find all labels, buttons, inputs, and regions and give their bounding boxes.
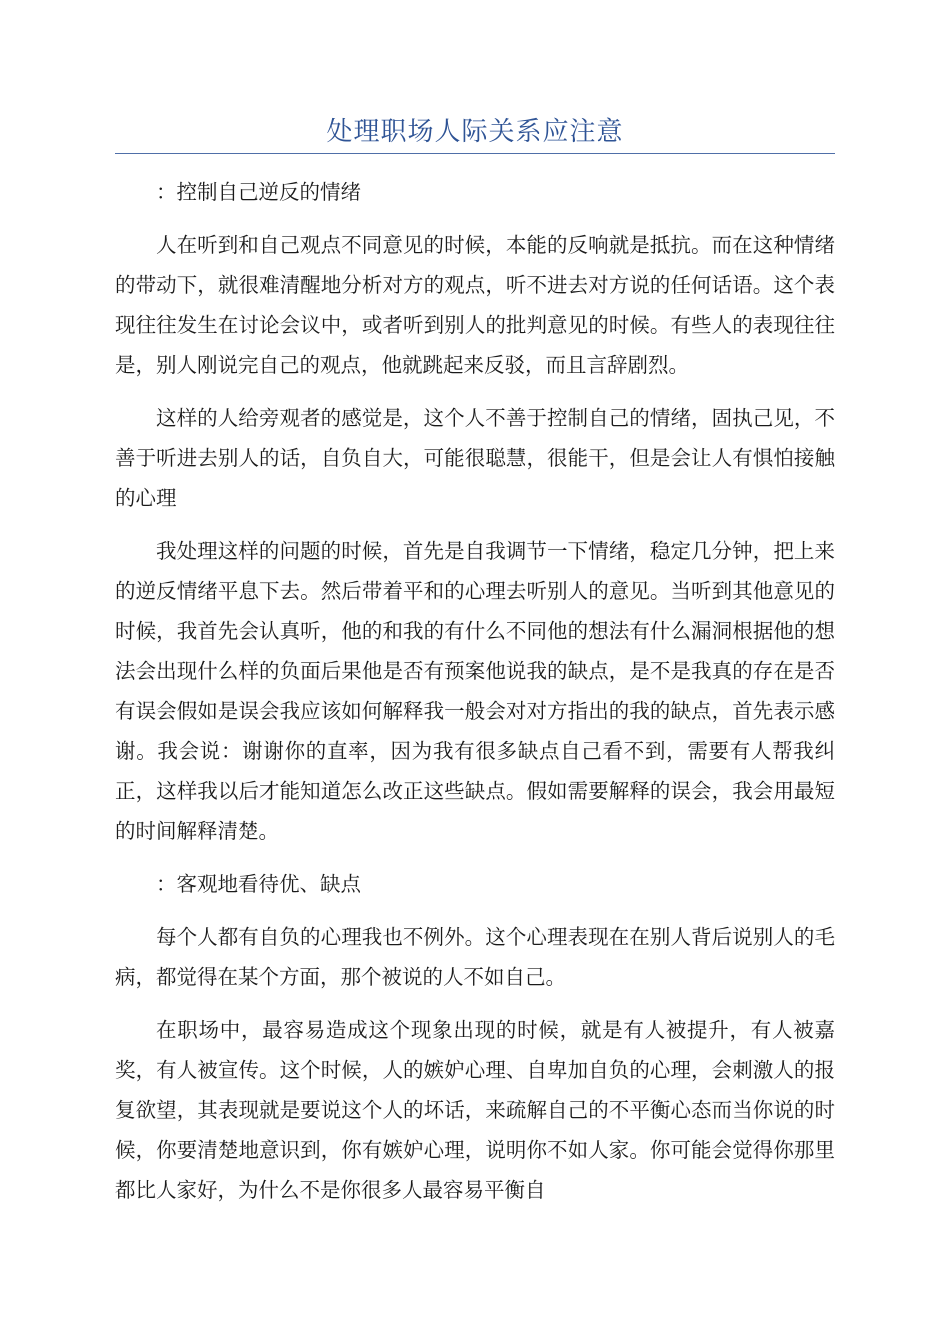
document-title: 处理职场人际关系应注意	[326, 117, 624, 147]
paragraph-2: 这样的人给旁观者的感觉是，这个人不善于控制自己的情绪，固执己见，不善于听进去别人的话，自负自大，可能很聪慧，很能干，但是会让人有惧怕接触的心理	[115, 406, 835, 510]
title-underline	[115, 153, 835, 154]
paragraph-3: 我处理这样的问题的时候，首先是自我调节一下情绪，稳定几分钟，把上来的逆反情绪平息下去。然后带着平和的心理去听别人的意见。当听到其他意见的时候，我首先会认真听，他的和我的有什么不同他的想法有什么漏洞根据他的想法会出现什么样的负面后果他是否有预案他说我的缺点，是不是我真的存在是否有误会假如是误会我应该如何解释我一般会对对方指出的我的缺点，首先表示感谢。我会说：谢谢你的直率，因为我有很多缺点自己看不到，需要有人帮我纠正，这样我以后才能知道怎么改正这些缺点。假如需要解释的误会，我会用最短的时间解释清楚。	[115, 539, 835, 843]
paragraph-1: 人在听到和自己观点不同意见的时候，本能的反响就是抵抗。而在这种情绪的带动下，就很难清醒地分析对方的观点，听不进去对方说的任何话语。这个表现往往发生在讨论会议中，或者听到别人的批判意见的时候。有些人的表现往往是，别人刚说完自己的观点，他就跳起来反驳，而且言辞剧烈。	[115, 233, 835, 377]
paragraph-5: 在职场中，最容易造成这个现象出现的时候，就是有人被提升，有人被嘉奖，有人被宣传。这个时候，人的嫉妒心理、自卑加自负的心理，会刺激人的报复欲望，其表现就是要说这个人的坏话，来疏解自己的不平衡心态而当你说的时候，你要清楚地意识到，你有嫉妒心理，说明你不如人家。你可能会觉得你那里都比人家好，为什么不是你很多人最容易平衡自	[115, 1018, 835, 1202]
section-heading-2: ：客观地看待优、缺点	[156, 872, 361, 896]
document-body	[115, 172, 835, 1223]
paragraph-4: 每个人都有自负的心理我也不例外。这个心理表现在在别人背后说别人的毛病，都觉得在某个方面，那个被说的人不如自己。	[115, 925, 835, 989]
section-heading-1: ：控制自己逆反的情绪	[156, 180, 361, 204]
